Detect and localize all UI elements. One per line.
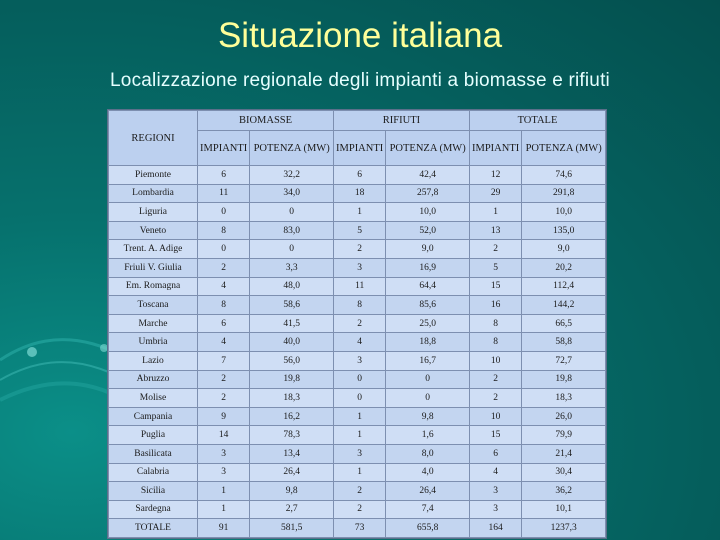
value-cell: 164 bbox=[469, 519, 521, 538]
value-cell: 9,8 bbox=[250, 482, 334, 501]
region-cell: Sardegna bbox=[109, 500, 198, 519]
value-cell: 7,4 bbox=[386, 500, 470, 519]
value-cell: 4 bbox=[198, 333, 250, 352]
value-cell: 14 bbox=[198, 426, 250, 445]
value-cell: 135,0 bbox=[522, 221, 606, 240]
region-cell: Campania bbox=[109, 407, 198, 426]
value-cell: 19,8 bbox=[522, 370, 606, 389]
value-cell: 112,4 bbox=[522, 277, 606, 296]
region-cell: Piemonte bbox=[109, 166, 198, 185]
value-cell: 15 bbox=[469, 277, 521, 296]
table-row bbox=[109, 333, 606, 352]
value-cell: 3 bbox=[198, 444, 250, 463]
table-row bbox=[109, 482, 606, 501]
table-row bbox=[109, 389, 606, 408]
value-cell: 91 bbox=[198, 519, 250, 538]
value-cell: 10,1 bbox=[522, 500, 606, 519]
value-cell: 10 bbox=[469, 351, 521, 370]
table-row bbox=[109, 221, 606, 240]
value-cell: 1,6 bbox=[386, 426, 470, 445]
subheader-impianti: IMPIANTI bbox=[333, 131, 385, 166]
table-row bbox=[109, 203, 606, 222]
value-cell: 0 bbox=[250, 203, 334, 222]
table-row bbox=[109, 463, 606, 482]
value-cell: 1 bbox=[333, 463, 385, 482]
value-cell: 11 bbox=[333, 277, 385, 296]
value-cell: 18 bbox=[333, 184, 385, 203]
value-cell: 144,2 bbox=[522, 296, 606, 315]
value-cell: 7 bbox=[198, 351, 250, 370]
value-cell: 581,5 bbox=[250, 519, 334, 538]
value-cell: 257,8 bbox=[386, 184, 470, 203]
value-cell: 10,0 bbox=[522, 203, 606, 222]
table-row bbox=[109, 240, 606, 259]
table-row bbox=[109, 351, 606, 370]
value-cell: 16,9 bbox=[386, 258, 470, 277]
table-row bbox=[109, 166, 606, 185]
value-cell: 2 bbox=[198, 258, 250, 277]
value-cell: 20,2 bbox=[522, 258, 606, 277]
value-cell: 66,5 bbox=[522, 314, 606, 333]
table-row bbox=[109, 258, 606, 277]
value-cell: 8,0 bbox=[386, 444, 470, 463]
value-cell: 3 bbox=[333, 444, 385, 463]
table-row bbox=[109, 314, 606, 333]
value-cell: 3 bbox=[469, 500, 521, 519]
value-cell: 18,3 bbox=[250, 389, 334, 408]
value-cell: 26,4 bbox=[386, 482, 470, 501]
subheader-potenza: POTENZA (MW) bbox=[386, 131, 470, 166]
value-cell: 4 bbox=[333, 333, 385, 352]
value-cell: 1 bbox=[333, 203, 385, 222]
value-cell: 9,0 bbox=[386, 240, 470, 259]
value-cell: 10 bbox=[469, 407, 521, 426]
value-cell: 11 bbox=[198, 184, 250, 203]
header-totale: TOTALE bbox=[469, 111, 605, 131]
value-cell: 10,0 bbox=[386, 203, 470, 222]
table-row bbox=[109, 500, 606, 519]
value-cell: 29 bbox=[469, 184, 521, 203]
region-cell: Abruzzo bbox=[109, 370, 198, 389]
slide-subtitle: Localizzazione regionale degli impianti a biomasse e rifiuti bbox=[110, 70, 610, 91]
subheader-potenza: POTENZA (MW) bbox=[250, 131, 334, 166]
value-cell: 3 bbox=[198, 463, 250, 482]
region-cell: Em. Romagna bbox=[109, 277, 198, 296]
value-cell: 56,0 bbox=[250, 351, 334, 370]
header-rifiuti: RIFIUTI bbox=[333, 111, 469, 131]
value-cell: 2 bbox=[198, 389, 250, 408]
value-cell: 0 bbox=[198, 240, 250, 259]
region-cell: Basilicata bbox=[109, 444, 198, 463]
value-cell: 8 bbox=[198, 221, 250, 240]
table-row bbox=[109, 426, 606, 445]
value-cell: 5 bbox=[469, 258, 521, 277]
table-row bbox=[109, 444, 606, 463]
slide-title: Situazione italiana bbox=[217, 16, 503, 55]
value-cell: 16,7 bbox=[386, 351, 470, 370]
value-cell: 291,8 bbox=[522, 184, 606, 203]
value-cell: 8 bbox=[333, 296, 385, 315]
table-body bbox=[109, 166, 606, 538]
value-cell: 32,2 bbox=[250, 166, 334, 185]
value-cell: 42,4 bbox=[386, 166, 470, 185]
region-cell: Lazio bbox=[109, 351, 198, 370]
value-cell: 40,0 bbox=[250, 333, 334, 352]
value-cell: 16,2 bbox=[250, 407, 334, 426]
value-cell: 41,5 bbox=[250, 314, 334, 333]
header-biomasse: BIOMASSE bbox=[198, 111, 334, 131]
value-cell: 4 bbox=[198, 277, 250, 296]
value-cell: 9,8 bbox=[386, 407, 470, 426]
region-cell: Calabria bbox=[109, 463, 198, 482]
value-cell: 8 bbox=[469, 314, 521, 333]
value-cell: 18,8 bbox=[386, 333, 470, 352]
value-cell: 2 bbox=[469, 240, 521, 259]
value-cell: 78,3 bbox=[250, 426, 334, 445]
value-cell: 5 bbox=[333, 221, 385, 240]
value-cell: 16 bbox=[469, 296, 521, 315]
regional-plants-table bbox=[108, 110, 606, 538]
region-cell: TOTALE bbox=[109, 519, 198, 538]
value-cell: 21,4 bbox=[522, 444, 606, 463]
region-cell: Friuli V. Giulia bbox=[109, 258, 198, 277]
value-cell: 52,0 bbox=[386, 221, 470, 240]
value-cell: 0 bbox=[333, 370, 385, 389]
value-cell: 1237,3 bbox=[522, 519, 606, 538]
region-cell: Trent. A. Adige bbox=[109, 240, 198, 259]
value-cell: 2 bbox=[333, 500, 385, 519]
value-cell: 0 bbox=[386, 389, 470, 408]
region-cell: Marche bbox=[109, 314, 198, 333]
subheader-impianti: IMPIANTI bbox=[198, 131, 250, 166]
region-cell: Toscana bbox=[109, 296, 198, 315]
value-cell: 2 bbox=[333, 482, 385, 501]
value-cell: 1 bbox=[333, 407, 385, 426]
header-regioni: REGIONI bbox=[109, 111, 198, 166]
value-cell: 34,0 bbox=[250, 184, 334, 203]
value-cell: 6 bbox=[469, 444, 521, 463]
value-cell: 1 bbox=[469, 203, 521, 222]
value-cell: 79,9 bbox=[522, 426, 606, 445]
region-cell: Sicilia bbox=[109, 482, 198, 501]
value-cell: 9,0 bbox=[522, 240, 606, 259]
value-cell: 26,0 bbox=[522, 407, 606, 426]
value-cell: 72,7 bbox=[522, 351, 606, 370]
value-cell: 36,2 bbox=[522, 482, 606, 501]
value-cell: 1 bbox=[333, 426, 385, 445]
value-cell: 19,8 bbox=[250, 370, 334, 389]
value-cell: 3,3 bbox=[250, 258, 334, 277]
value-cell: 4,0 bbox=[386, 463, 470, 482]
value-cell: 2 bbox=[333, 240, 385, 259]
value-cell: 48,0 bbox=[250, 277, 334, 296]
value-cell: 3 bbox=[469, 482, 521, 501]
value-cell: 2 bbox=[198, 370, 250, 389]
subheader-impianti: IMPIANTI bbox=[469, 131, 521, 166]
region-cell: Veneto bbox=[109, 221, 198, 240]
value-cell: 0 bbox=[333, 389, 385, 408]
value-cell: 15 bbox=[469, 426, 521, 445]
region-cell: Molise bbox=[109, 389, 198, 408]
value-cell: 2 bbox=[333, 314, 385, 333]
table-row bbox=[109, 296, 606, 315]
subheader-potenza: POTENZA (MW) bbox=[522, 131, 606, 166]
table-row bbox=[109, 184, 606, 203]
region-cell: Liguria bbox=[109, 203, 198, 222]
value-cell: 8 bbox=[198, 296, 250, 315]
value-cell: 73 bbox=[333, 519, 385, 538]
value-cell: 6 bbox=[333, 166, 385, 185]
table-total-row bbox=[109, 519, 606, 538]
value-cell: 12 bbox=[469, 166, 521, 185]
value-cell: 13,4 bbox=[250, 444, 334, 463]
value-cell: 18,3 bbox=[522, 389, 606, 408]
value-cell: 6 bbox=[198, 166, 250, 185]
value-cell: 2 bbox=[469, 389, 521, 408]
region-cell: Puglia bbox=[109, 426, 198, 445]
table-row bbox=[109, 277, 606, 296]
value-cell: 64,4 bbox=[386, 277, 470, 296]
value-cell: 2,7 bbox=[250, 500, 334, 519]
value-cell: 58,6 bbox=[250, 296, 334, 315]
value-cell: 1 bbox=[198, 500, 250, 519]
value-cell: 13 bbox=[469, 221, 521, 240]
value-cell: 0 bbox=[386, 370, 470, 389]
value-cell: 3 bbox=[333, 351, 385, 370]
table-row bbox=[109, 370, 606, 389]
value-cell: 0 bbox=[250, 240, 334, 259]
value-cell: 6 bbox=[198, 314, 250, 333]
value-cell: 4 bbox=[469, 463, 521, 482]
value-cell: 1 bbox=[198, 482, 250, 501]
value-cell: 83,0 bbox=[250, 221, 334, 240]
region-cell: Umbria bbox=[109, 333, 198, 352]
value-cell: 2 bbox=[469, 370, 521, 389]
value-cell: 58,8 bbox=[522, 333, 606, 352]
value-cell: 3 bbox=[333, 258, 385, 277]
value-cell: 9 bbox=[198, 407, 250, 426]
table-row bbox=[109, 407, 606, 426]
value-cell: 8 bbox=[469, 333, 521, 352]
value-cell: 74,6 bbox=[522, 166, 606, 185]
value-cell: 30,4 bbox=[522, 463, 606, 482]
value-cell: 85,6 bbox=[386, 296, 470, 315]
value-cell: 25,0 bbox=[386, 314, 470, 333]
value-cell: 26,4 bbox=[250, 463, 334, 482]
region-cell: Lombardia bbox=[109, 184, 198, 203]
value-cell: 655,8 bbox=[386, 519, 470, 538]
value-cell: 0 bbox=[198, 203, 250, 222]
